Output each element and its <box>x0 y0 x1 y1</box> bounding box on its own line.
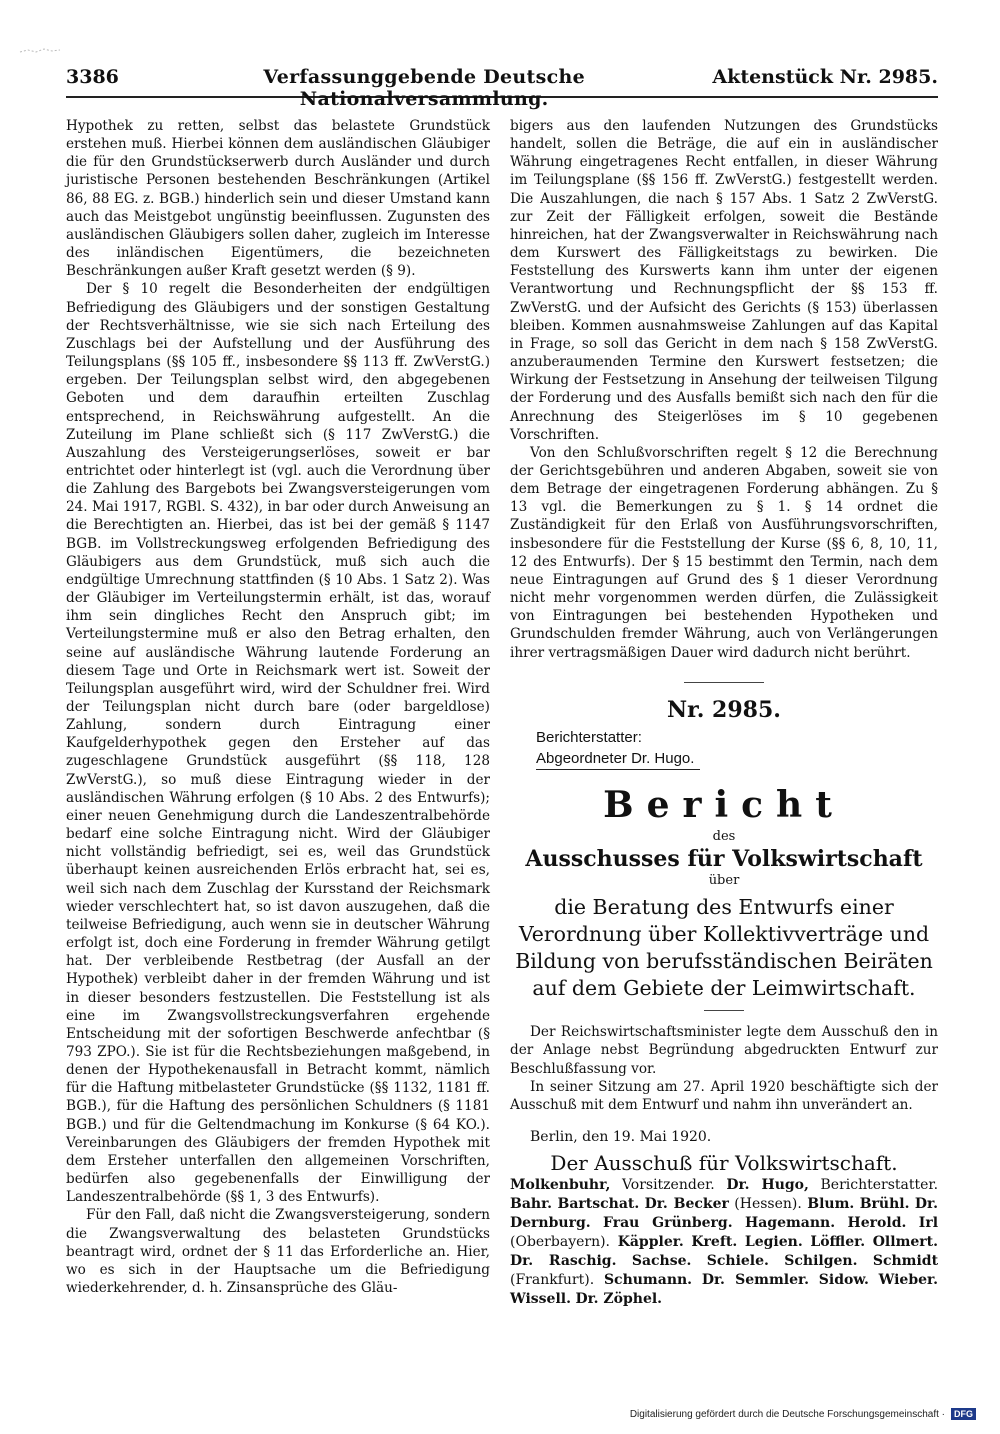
committee-member <box>860 1196 910 1212</box>
scan-artifact-mark <box>18 46 62 56</box>
member-note: Vorsitzender. <box>610 1177 715 1194</box>
report-des: des <box>712 828 736 844</box>
committee-member <box>510 1291 571 1307</box>
member-name: Dr. Zöphel. <box>575 1291 663 1308</box>
committee-member <box>632 1253 692 1269</box>
committee-member <box>745 1215 835 1231</box>
right-column <box>510 117 938 1309</box>
member-name: Ollmert. <box>872 1234 939 1251</box>
reporter-label: Berichterstatter: <box>536 728 642 746</box>
committee-member <box>707 1253 769 1269</box>
committee-member <box>510 1253 616 1269</box>
member-name: Dr. Dernburg. <box>510 1196 938 1232</box>
reporter-name: Abgeordneter Dr. Hugo. <box>536 748 700 770</box>
committee-member <box>510 1177 715 1193</box>
member-name: Schilgen. <box>784 1253 858 1270</box>
member-name: Wissell. <box>510 1291 571 1308</box>
member-name: Löffler. <box>810 1234 866 1251</box>
left-paragraph: Hypothek zu retten, selbst das belastete Grundstück erstehen muß. Hierbei können dem ausländischen Gläubiger die für den Grundstückserwerb durch Ausländer und durch juristische Personen bestehenden Beschränkungen (Artikel 86, 88 EG. z. BGB.) hinderlich sein und dieser Umstand kann auch das Meistgebot ungünstig beeinflussen. Zugunsten des ausländischen Gläubigers sollen daher, zugleich im Interesse des inländischen Eigentümers, die bezeichneten Beschränkungen außer Kraft gesetzt werden (§ 9). <box>66 118 490 280</box>
member-note: Berichterstatter. <box>808 1177 939 1194</box>
right-paragraph: bigers aus den laufenden Nutzungen des Grundstücks handelt, sollen die Beträge, die auf ein in ausländischer Währung eingetragenes Recht entfallen, in dieser Währung im Teilungsplane (§§ 156 ff. ZwVerstG.) festgestellt werden. Die Auszahlungen, die nach § 157 Abs. 1 Satz 2 ZwVerstG. zur Zeit der Fälligkeit erfolgen, soweit die Bestände hinreichen, hat der Zwangsverwalter in Reichswährung nach dem Kurswert des Fälligkeitstags zu bewirken. Die Feststellung des Kurswerts kann ihm unter der eigenen Verantwortung und Rechnungspflicht der §§ 153 ff. ZwVerstG. und der Aufsicht des Gerichts (§ 153) überlassen bleiben. Kommen ausnahmsweise Zahlungen auf das Kapital in Frage, so soll das Gericht in dem nach § 158 ZwVerstG. anzuberaumenden Termine den Kurswert festsetzen; die Wirkung der Festsetzung in Ansehung der teilweisen Tilgung der Forderung und des Ausfalls bemißt sich nach den für die Anrechnung des Steigerlöses im § 10 gegebenen Vorschriften. <box>510 118 938 443</box>
committee-member <box>510 1196 552 1212</box>
member-name: Dr. Becker <box>644 1196 729 1213</box>
left-column <box>66 117 490 1297</box>
member-name: Sidow. <box>818 1272 869 1289</box>
committee-member <box>575 1291 662 1307</box>
committee-members <box>510 1176 938 1309</box>
committee-member <box>618 1234 684 1250</box>
right-paragraph: Von den Schlußvorschriften regelt § 12 die Berechnung der Gerichtsgebühren und anderen Abgaben, soweit sie von dem Betrage der eingetragenen Forderung abhängen. Zu § 13 vgl. die Bemerkungen zu § 1. § 14 ordnet die Zuständigkeit für den Erlaß von Ausführungsvorschriften, insbesondere für die Feststellung der Kurse (§§ 6, 8, 10, 11, 12 des Entwurfs). Der § 15 bestimmt den Termin, nach dem neue Eintragungen auf Grund des § 1 dieser Verordnung nicht mehr vorgenommen werden dürfen, die Zulässigkeit von Eintragungen bei bestehenden Hypotheken und Grundschulden fremder Währung, auch von Verlängerungen ihrer vertragsmäßigen Dauer wird dadurch nicht berührt. <box>510 444 938 661</box>
report-paragraph: Der Reichswirtschaftsminister legte dem Ausschuß den in der Anlage nebst Begründung abgedruckten Entwurf zur Beschlußfassung vor. <box>510 1024 938 1077</box>
member-name: Wieber. <box>878 1272 938 1289</box>
section-divider <box>684 682 764 683</box>
member-note: (Frankfurt). <box>510 1272 595 1289</box>
committee-member <box>784 1253 857 1269</box>
member-name: Dr. Raschig. <box>510 1253 617 1270</box>
reporter-block <box>536 727 938 770</box>
member-name: Blum. <box>807 1196 855 1213</box>
left-paragraph: Für den Fall, daß nicht die Zwangsversteigerung, sondern die Zwangsverwaltung des belasteten Grundstücks beantragt wird, ordnet der § 11 das Erforderliche an. Hier, wo es sich in der Hauptsache um die Befriedigung wiederkehrender, d. h. Zinsansprüche des Gläu- <box>66 1207 490 1296</box>
member-name: Brühl. <box>859 1196 910 1213</box>
page-header <box>66 66 938 110</box>
member-name: Frau Grünberg. <box>603 1215 733 1232</box>
footer <box>630 1408 976 1420</box>
report-subject: die Beratung des Entwurfs einer Verordnung über Kollektivverträge und Bildung von berufsständischen Beiräten auf dem Gebiete der Leimwirtschaft. <box>515 895 933 1001</box>
committee-member <box>745 1234 803 1250</box>
committee-member <box>557 1196 639 1212</box>
committee-member <box>819 1272 869 1288</box>
committee-member <box>603 1215 733 1231</box>
member-name: Hagemann. <box>745 1215 836 1232</box>
committee-member <box>726 1177 938 1193</box>
member-name: Käppler. <box>617 1234 684 1251</box>
committee-member <box>691 1234 737 1250</box>
committee-member <box>879 1272 938 1288</box>
committee-member <box>848 1215 907 1231</box>
member-name: Schmidt <box>872 1253 939 1270</box>
committee-member <box>810 1234 865 1250</box>
short-divider <box>704 1010 744 1011</box>
date-line: Berlin, den 19. Mai 1920. <box>530 1129 712 1146</box>
member-name: Dr. Hugo, <box>726 1177 809 1194</box>
footer-text: Digitalisierung gefördert durch die Deutsche Forschungsgemeinschaft · <box>629 1408 945 1420</box>
report-ueber: über <box>708 873 740 889</box>
member-name: Bahr. <box>510 1196 553 1213</box>
page-number: 3386 <box>66 66 119 88</box>
committee-member <box>604 1272 692 1288</box>
member-name: Schiele. <box>706 1253 769 1270</box>
dfg-logo: DFG <box>951 1408 976 1420</box>
member-name: Sachse. <box>631 1253 692 1270</box>
member-name: Herold. <box>847 1215 907 1232</box>
page-header-title: Verfassunggebende Deutsche Nationalversammlung. <box>263 66 585 110</box>
committee-member <box>702 1272 809 1288</box>
member-name: Bartschat. <box>557 1196 640 1213</box>
member-note: (Hessen). <box>728 1196 802 1213</box>
document-reference: Aktenstück Nr. 2985. <box>712 66 938 88</box>
committee-heading: Ausschusses für Volkswirtschaft <box>525 846 923 872</box>
report-title: Bericht <box>603 783 845 826</box>
member-name: Schumann. <box>603 1272 693 1289</box>
member-name: Legien. <box>744 1234 803 1251</box>
member-name: Molkenbuhr, <box>510 1177 611 1194</box>
member-name: Kreft. <box>691 1234 738 1251</box>
committee-member <box>873 1234 938 1250</box>
committee-member <box>807 1196 854 1212</box>
member-name: Dr. Semmler. <box>701 1272 809 1289</box>
report-paragraph: In seiner Sitzung am 27. April 1920 beschäftigte sich der Ausschuß mit dem Entwurf und nahm ihn unverändert an. <box>510 1078 938 1113</box>
member-name: Irl <box>918 1215 939 1232</box>
document-number-heading: Nr. 2985. <box>667 696 781 723</box>
committee-member <box>645 1196 802 1212</box>
committee-signature: Der Ausschuß für Volkswirtschaft. <box>550 1151 898 1176</box>
left-paragraph: Der § 10 regelt die Besonderheiten der endgültigen Befriedigung des Gläubigers und der sonstigen Gestaltung der Rechtsverhältnisse, wie sie sich nach Erteilung des Zuschlags bei der Aufstellung und der Ausführung des Teilungsplans (§§ 105 ff., insbesondere §§ 113 ff. ZwVerstG.) ergeben. Der Teilungsplan selbst wird, den abgegebenen Geboten und dem daraufhin erteilten Zuschlag entsprechend, in Reichswährung aufgestellt. An die Zuteilung im Plane schließt sich (§ 117 ZwVerstG.) die Auszahlung des Versteigerungserlöses, soweit er bar entrichtet oder hinterlegt ist (vgl. auch die Verordnung über die Zahlung des Bargebots bei Zwangsversteigerungen vom 24. Mai 1917, RGBl. S. 432), in bar oder durch Anweisung an die Berechtigten an. Hierbei, das ist bei der gemäß § 1147 BGB. im Vollstreckungsweg erfolgenden Befriedigung des Gläubigers aus dem Grundstück, muß sich auch die endgültige Umrechnung stattfinden (§ 10 Abs. 1 Satz 2). Was der Gläubiger im Verteilungstermin erhält, ist das, worauf ihm sein dingliches Recht den Anspruch gibt; im Verteilungstermine muß er also den Betrag erhalten, den seine auf ausländische Währung lautende Forderung an diesem Tage und Orte in Reichsmark wert ist. Soweit der Teilungsplan ausgeführt wird, wird der Schuldner frei. Wird der Teilungsplan nicht durch bare (oder bargeldlose) Zahlung, sondern durch Eintragung einer Kaufgelderhypothek gegen den Ersteher auf das zugeschlagene Grundstück ausgeführt (§§ 118, 128 ZwVerstG.), so muß diese Eintragung wieder in der ausländischen Währung erfolgen (§ 10 Abs. 2 des Entwurfs); einer neuen Genehmigung durch die Landeszentralbehörde bedarf eine solche Eintragung nicht. Wird der Gläubiger nicht vollständig befriedigt, sei es, weil das Grundstück überhaupt keinen ausreichenden Erlös erbracht hat, sei es, weil sich nach dem Zuschlag der Kursstand der Reichsmark wieder verschlechtert hat, so ist davon auszugehen, daß die teilweise Befriedigung, auch wenn sie in deutscher Währung erfolgt ist, doch eine Forderung in fremder Währung getilgt hat. Der verbleibende Restbetrag (der Ausfall an der Hypothek) verbleibt daher in der fremden Währung und ist in dieser besonders festzustellen. Die Feststellung ist als eine im Zwangsvollstreckungsverfahren ergehende Entscheidung mit der sofortigen Beschwerde anfechtbar (§ 793 ZPO.). Sie ist für die Rechtsbeziehungen maßgebend, in denen der Hypothekenausfall in Betracht kommt, nämlich für die Haftung mitbelasteter Grundstücke (§§ 1132, 1181 ff. BGB.), für die Haftung des persönlichen Schuldners (§ 1181 BGB.) und für die Geltendmachung im Konkurse (§ 64 KO.). Vereinbarungen des Gläubigers der fremden Hypothek mit dem Ersteher unterfallen den allgemeinen Vorschriften, bedürfen also gegebenenfalls der Einwilligung der Landeszentralbehörde (§§ 1, 3 des Entwurfs). <box>66 281 490 1206</box>
member-note: (Oberbayern). <box>510 1234 611 1251</box>
